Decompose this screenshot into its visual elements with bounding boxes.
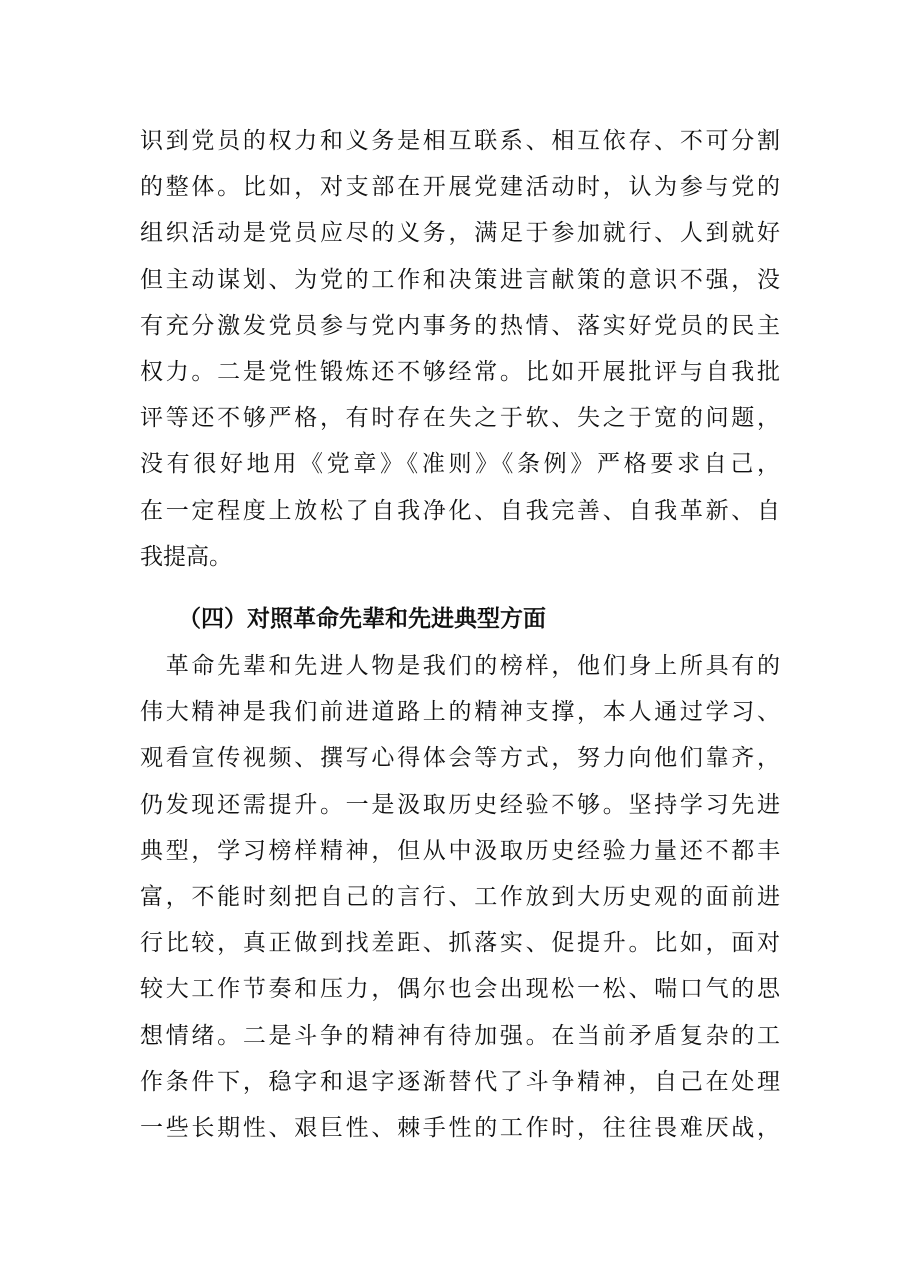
paragraph-line: 识到党员的权力和义务是相互联系、相互依存、不可分割 bbox=[140, 128, 780, 154]
paragraph-line: 的整体。比如，对支部在开展党建活动时，认为参与党的 bbox=[140, 174, 780, 201]
paragraph-line: 想情绪。二是斗争的精神有待加强。在当前矛盾复杂的工 bbox=[140, 1022, 780, 1049]
paragraph-line: 伟大精神是我们前进道路上的精神支撑，本人通过学习、 bbox=[140, 699, 780, 726]
paragraph-line: 一些长期性、艰巨性、棘手性的工作时，往往畏难厌战， bbox=[140, 1114, 780, 1141]
paragraph-line: 作条件下，稳字和退字逐渐替代了斗争精神，自己在处理 bbox=[140, 1068, 780, 1095]
paragraph-line: 观看宣传视频、撰写心得体会等方式，努力向他们靠齐， bbox=[140, 745, 780, 772]
paragraph-party-member-rights bbox=[140, 118, 780, 580]
paragraph-line: 行比较，真正做到找差距、抓落实、促提升。比如，面对 bbox=[140, 930, 780, 957]
paragraph-revolutionary-predecessors bbox=[140, 643, 780, 1151]
paragraph-line: 仍发现还需提升。一是汲取历史经验不够。坚持学习先进 bbox=[140, 791, 780, 818]
paragraph-line: 富，不能时刻把自己的言行、工作放到大历史观的面前进 bbox=[140, 883, 780, 910]
paragraph-line: 我提高。 bbox=[140, 543, 232, 570]
paragraph-line: 革命先辈和先进人物是我们的榜样，他们身上所具有的 bbox=[140, 653, 780, 679]
paragraph-line: 评等还不够严格，有时存在失之于软、失之于宽的问题， bbox=[140, 405, 780, 432]
paragraph-line: 有充分激发党员参与党内事务的热情、落实好党员的民主 bbox=[140, 312, 780, 339]
paragraph-line: 但主动谋划、为党的工作和决策进言献策的意识不强，没 bbox=[140, 266, 780, 293]
paragraph-line: 在一定程度上放松了自我净化、自我完善、自我革新、自 bbox=[140, 497, 780, 524]
paragraph-line: 权力。二是党性锻炼还不够经常。比如开展批评与自我批 bbox=[140, 358, 780, 385]
paragraph-line: 组织活动是党员应尽的义务，满足于参加就行、人到就好 bbox=[140, 220, 780, 247]
paragraph-line: 较大工作节奏和压力，偶尔也会出现松一松、喘口气的思 bbox=[140, 976, 780, 1003]
section-heading: （四）对照革命先辈和先进典型方面 bbox=[178, 606, 546, 632]
paragraph-line: 典型，学习榜样精神，但从中汲取历史经验力量还不都丰 bbox=[140, 837, 780, 864]
paragraph-line: 没有很好地用《党章》《准则》《条例》严格要求自己， bbox=[140, 451, 780, 478]
